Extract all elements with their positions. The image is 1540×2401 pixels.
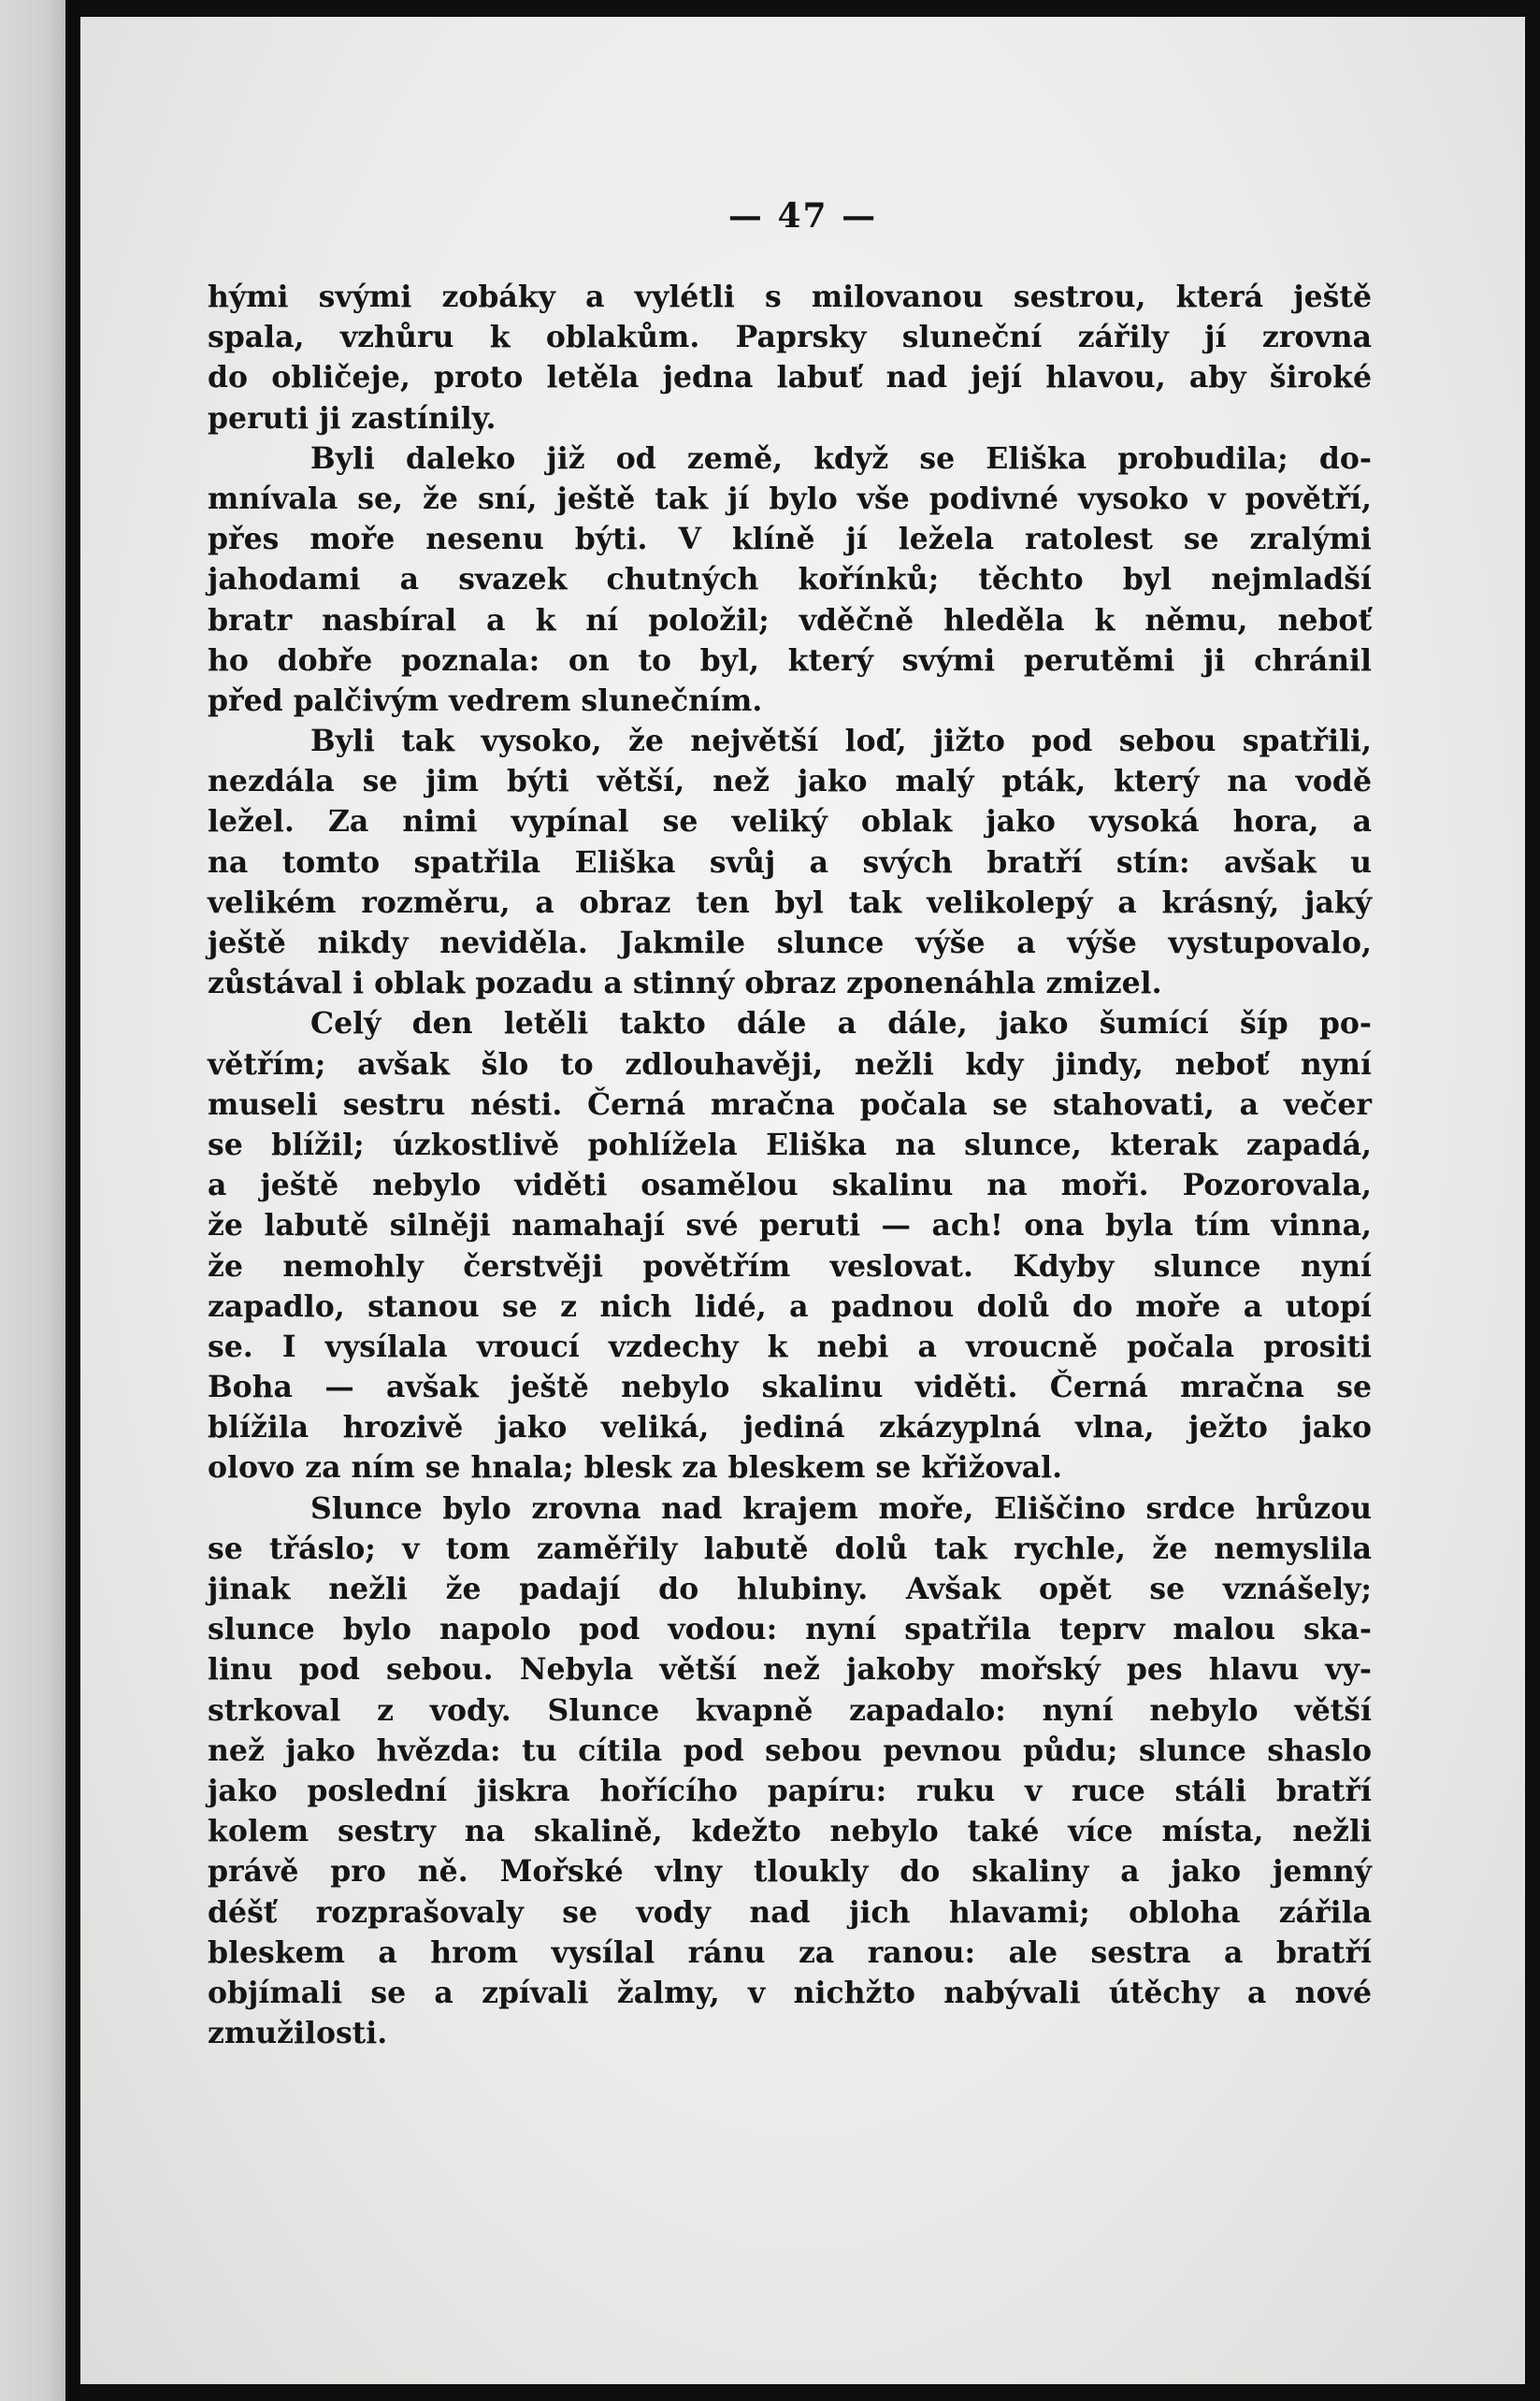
text-line: právě pro ně. Mořské vlny tloukly do skaliny a jako jemný <box>208 1854 1372 1890</box>
text-line: bratr nasbíral a k ní položil; vděčně hleděla k němu, neboť <box>208 602 1372 638</box>
text-line: před palčivým vedrem slunečním. <box>208 683 763 718</box>
text-line: olovo za ním se hnala; blesk za bleskem se křižoval. <box>208 1450 1063 1486</box>
text-line: než jako hvězda: tu cítila pod sebou pevnou půdu; slunce shaslo <box>208 1732 1372 1768</box>
text-line: se blížil; úzkostlivě pohlížela Eliška na slunce, kterak zapadá, <box>208 1127 1372 1162</box>
text-line: objímali se a zpívali žalmy, v nichžto nabývali útěchy a nové <box>208 1975 1372 2010</box>
text-line: přes moře nesenu býti. V klíně jí ležela ratolest se zralými <box>208 522 1372 557</box>
text-line: Byli daleko již od země, když se Eliška probudila; do- <box>310 440 1372 476</box>
text-line: větřím; avšak šlo to zdlouhavěji, nežli kdy jindy, neboť nyní <box>208 1046 1372 1082</box>
text-line: hými svými zobáky a vylétli s milovanou sestrou, která ještě <box>208 280 1372 314</box>
binding-shadow <box>67 0 80 2401</box>
text-line: Slunce bylo zrovna nad krajem moře, Eliščino srdce hrůzou <box>310 1490 1372 1526</box>
text-line: se. I vysílala vroucí vzdechy k nebi a vroucně počala prositi <box>208 1329 1372 1364</box>
text-line: spala, vzhůru k oblakům. Paprsky sluneční zářily jí zrovna <box>208 320 1372 355</box>
scanner-edge-strip <box>0 0 65 2401</box>
text-line: zapadlo, stanou se z nich lidé, a padnou dolů do moře a utopí <box>208 1288 1372 1324</box>
text-line: strkoval z vody. Slunce kvapně zapadalo: nyní nebylo větší <box>208 1692 1372 1728</box>
text-line: Boha — avšak ještě nebylo skalinu viděti. Černá mračna se <box>208 1370 1372 1405</box>
text-line: zůstával i oblak pozadu a stinný obraz zponenáhla zmizel. <box>208 966 1162 1001</box>
book-page <box>80 17 1525 2384</box>
text-line: mnívala se, že sní, ještě tak jí bylo vše podivné vysoko v povětří, <box>208 481 1372 516</box>
text-line: museli sestru nésti. Černá mračna počala se stahovati, a večer <box>208 1086 1372 1122</box>
text-line: a ještě nebylo viděti osamělou skalinu na moři. Pozorovala, <box>208 1168 1372 1203</box>
text-line: ještě nikdy neviděla. Jakmile slunce výše a výše vystupovalo, <box>208 926 1372 960</box>
text-line: déšť rozprašovaly se vody nad jich hlavami; obloha zářila <box>208 1894 1372 1930</box>
text-line: Celý den letěli takto dále a dále, jako šumící šíp po- <box>310 1006 1372 1042</box>
text-line: se třáslo; v tom zaměřily labutě dolů tak rychle, že nemyslila <box>208 1531 1372 1566</box>
text-line: jinak nežli že padají do hlubiny. Avšak opět se vznášely; <box>208 1572 1372 1606</box>
text-line: jahodami a svazek chutných kořínků; těchto byl nejmladší <box>208 562 1372 597</box>
page-number: — 47 — <box>727 196 878 236</box>
text-line: jako poslední jiskra hořícího papíru: ruku v ruce stáli bratří <box>208 1773 1372 1808</box>
text-line: nezdála se jim býti větší, než jako malý pták, který na vodě <box>208 764 1372 799</box>
text-line: peruti ji zastínily. <box>208 400 497 436</box>
text-line: ho dobře poznala: on to byl, který svými perutěmi ji chránil <box>208 642 1372 678</box>
text-line: že labutě silněji namahají své peruti — ach! ona byla tím vinna, <box>208 1208 1372 1244</box>
text-line: kolem sestry na skalině, kdežto nebylo také více místa, nežli <box>208 1814 1372 1849</box>
text-line: ležel. Za nimi vypínal se veliký oblak jako vysoká hora, a <box>208 804 1372 840</box>
body-text <box>208 277 1372 2053</box>
text-line: Byli tak vysoko, že největší loď, jižto pod sebou spatřili, <box>310 724 1372 759</box>
text-line: na tomto spatřila Eliška svůj a svých bratří stín: avšak u <box>208 844 1372 880</box>
text-line: linu pod sebou. Nebyla větší než jakoby mořský pes hlavu vy- <box>208 1652 1372 1688</box>
text-line: velikém rozměru, a obraz ten byl tak velikolepý a krásný, jaký <box>208 884 1372 920</box>
text-line: slunce bylo napolo pod vodou: nyní spatřila teprv malou ska- <box>208 1612 1372 1647</box>
text-line: bleskem a hrom vysílal ránu za ranou: ale sestra a bratří <box>208 1934 1372 1970</box>
text-line: do obličeje, proto letěla jedna labuť nad její hlavou, aby široké <box>208 360 1372 395</box>
text-line: zmužilosti. <box>208 2016 388 2051</box>
text-line: že nemohly čerstvěji povětřím veslovat. Kdyby slunce nyní <box>208 1248 1372 1284</box>
text-line: blížila hrozivě jako veliká, jediná zkázyplná vlna, ježto jako <box>208 1410 1372 1445</box>
